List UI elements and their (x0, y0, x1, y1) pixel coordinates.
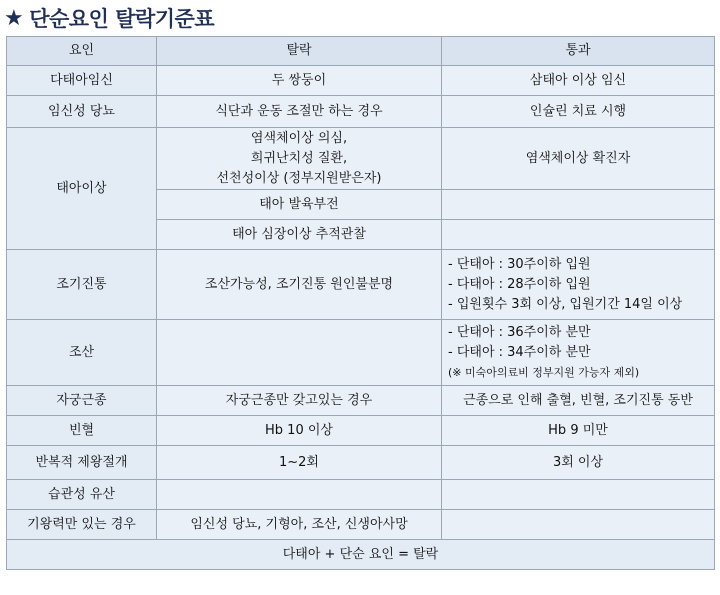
fail-cell: 1~2회 (157, 446, 442, 480)
header-fail: 탈락 (157, 37, 442, 66)
factor-cell: 반복적 제왕절개 (7, 446, 157, 480)
footer-cell: 다태아 + 단순 요인 = 탈락 (7, 540, 715, 570)
fail-cell (157, 128, 442, 190)
table-row (7, 446, 715, 480)
factor-cell: 기왕력만 있는 경우 (7, 510, 157, 540)
table-row (7, 96, 715, 128)
fail-cell: 두 쌍둥이 (157, 66, 442, 96)
pass-line: - 단태아 : 30주이하 입원 (448, 256, 591, 272)
fail-cell (157, 320, 442, 386)
pass-cell: 삼태아 이상 임신 (442, 66, 715, 96)
page-title-text: 단순요인 탈락기준표 (29, 7, 215, 31)
fail-cell: 식단과 운동 조절만 하는 경우 (157, 96, 442, 128)
factor-cell: 태아이상 (7, 128, 157, 250)
table-footer-row (7, 540, 715, 570)
fail-cell: 임신성 당뇨, 기형아, 조산, 신생아사망 (157, 510, 442, 540)
table-row (7, 250, 715, 320)
page-title (4, 2, 214, 34)
pass-cell (442, 320, 715, 386)
fail-cell: 태아 심장이상 추적관찰 (157, 220, 442, 250)
table-row (7, 480, 715, 510)
pass-cell: Hb 9 미만 (442, 416, 715, 446)
factor-cell: 습관성 유산 (7, 480, 157, 510)
table-row (7, 386, 715, 416)
fail-cell: 자궁근종만 갖고있는 경우 (157, 386, 442, 416)
table-row (7, 510, 715, 540)
table-row (7, 128, 715, 190)
factor-cell: 조산 (7, 320, 157, 386)
fail-cell: 태아 발육부전 (157, 190, 442, 220)
table-row (7, 66, 715, 96)
star-icon: ★ (4, 5, 24, 31)
factor-cell: 빈혈 (7, 416, 157, 446)
fail-cell: Hb 10 이상 (157, 416, 442, 446)
header-pass: 통과 (442, 37, 715, 66)
pass-cell (442, 190, 715, 220)
pass-line: - 단태아 : 36주이하 분만 (448, 324, 591, 340)
pass-cell: 염색체이상 확진자 (442, 128, 715, 190)
pass-cell: 3회 이상 (442, 446, 715, 480)
pass-cell: 근종으로 인해 출혈, 빈혈, 조기진통 동반 (442, 386, 715, 416)
fail-cell (157, 480, 442, 510)
fail-cell: 조산가능성, 조기진통 원인불분명 (157, 250, 442, 320)
factor-cell: 자궁근종 (7, 386, 157, 416)
pass-line: - 다태아 : 28주이하 입원 (448, 276, 591, 292)
fail-line: 선천성이상 (정부지원받은자) (216, 170, 382, 186)
factor-cell: 다태아임신 (7, 66, 157, 96)
factor-cell: 임신성 당뇨 (7, 96, 157, 128)
pass-cell (442, 510, 715, 540)
pass-cell (442, 250, 715, 320)
fail-line: 희귀난치성 질환, (250, 150, 348, 166)
pass-line: - 입원횟수 3회 이상, 입원기간 14일 이상 (448, 296, 683, 312)
pass-cell (442, 220, 715, 250)
pass-cell (442, 480, 715, 510)
table-row (7, 320, 715, 386)
fail-line: 염색체이상 의심, (250, 130, 348, 146)
table-row (7, 416, 715, 446)
factor-cell: 조기진통 (7, 250, 157, 320)
pass-cell: 인슐린 치료 시행 (442, 96, 715, 128)
pass-note: (※ 미숙아의료비 정부지원 가능자 제외) (448, 365, 640, 379)
pass-line: - 다태아 : 34주이하 분만 (448, 344, 591, 360)
criteria-table (6, 36, 715, 570)
header-factor: 요인 (7, 37, 157, 66)
table-header-row (7, 37, 715, 66)
